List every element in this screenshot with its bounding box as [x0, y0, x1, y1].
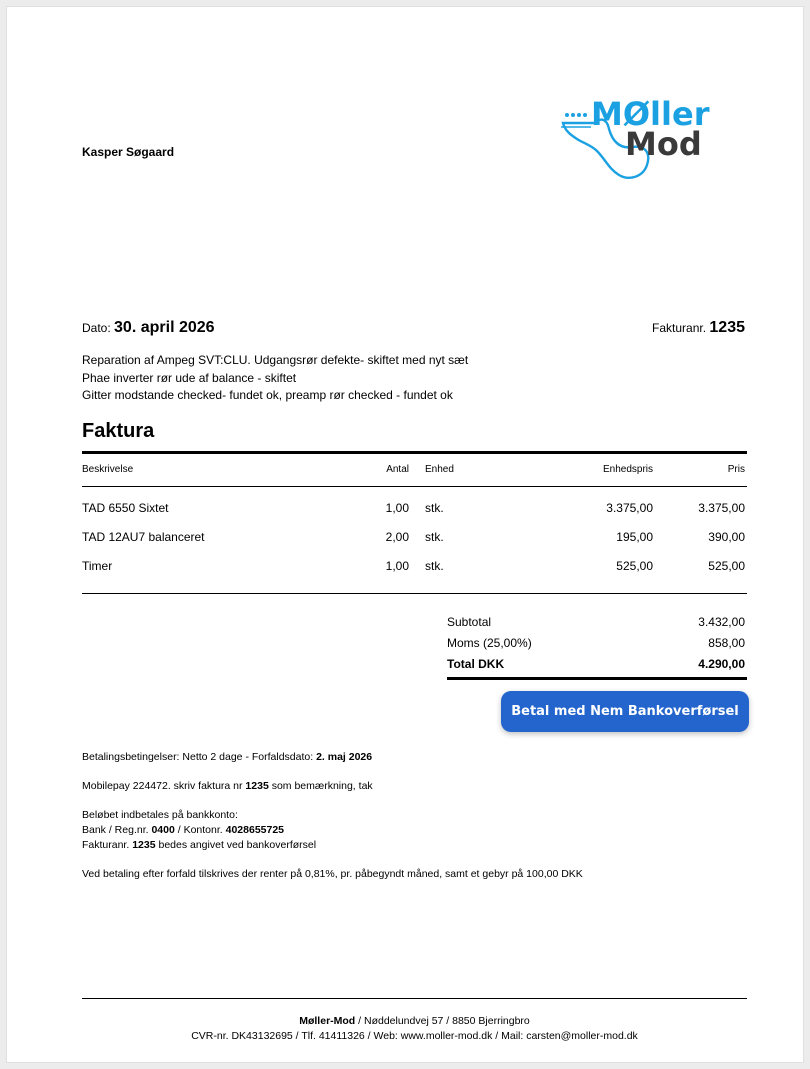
header-price: Pris — [727, 464, 745, 475]
ref-number: 1235 — [132, 839, 156, 851]
ref-suffix: bedes angivet ved bankoverførsel — [155, 839, 317, 851]
bank-reg: 0400 — [151, 824, 175, 836]
row-price: 390,00 — [708, 530, 745, 544]
row-description: TAD 12AU7 balanceret — [82, 530, 205, 544]
late-fee-note: Ved betaling efter forfald tilskrives der renter på 0,81%, pr. påbegyndt måned, samt et gebyr på 100,00 DKK — [82, 868, 583, 880]
invoice-date — [82, 319, 215, 337]
footer-contact: CVR-nr. DK43132695 / Tlf. 41411326 / Web: www.moller-mod.dk / Mail: carsten@moller-mod.dk — [191, 1030, 638, 1042]
invoice-page — [6, 6, 804, 1063]
total-label: Total DKK — [447, 657, 505, 671]
header-unit-price: Enhedspris — [602, 464, 653, 475]
description-line: Phae inverter rør ude af balance - skiftet — [82, 370, 297, 385]
payment-terms — [82, 750, 372, 765]
mobilepay-text: Mobilepay 224472. skriv faktura nr — [82, 780, 246, 792]
mobilepay-suffix: som bemærkning, tak — [268, 780, 373, 792]
subtotal-label: Subtotal — [447, 615, 492, 629]
subtotal-value: 3.432,00 — [698, 615, 745, 629]
bank-info — [82, 808, 316, 853]
footer-address-line — [82, 1014, 747, 1029]
total-value: 4.290,00 — [698, 657, 745, 671]
footer-company: Møller-Mod — [299, 1015, 356, 1027]
due-date: 2. maj 2026 — [316, 751, 373, 763]
description-line: Reparation af Ampeg SVT:CLU. Udgangsrør defekte- skiftet med nyt sæt — [82, 353, 469, 367]
table-bottom-divider — [82, 593, 747, 594]
footer-address: / Nøddelundvej 57 / 8850 Bjerringbro — [355, 1015, 530, 1027]
row-description: Timer — [82, 559, 113, 573]
payment-terms-text: Betalingsbetingelser: Netto 2 dage - Forfaldsdato: — [82, 751, 317, 763]
row-description: TAD 6550 Sixtet — [82, 501, 169, 515]
mobilepay-note — [82, 779, 373, 794]
mobilepay-invoice-number: 1235 — [245, 780, 269, 792]
row-unit: stk. — [425, 530, 444, 544]
company-logo — [555, 87, 735, 183]
bank-intro: Beløbet indbetales på bankkonto: — [82, 809, 238, 821]
title-divider — [82, 451, 747, 454]
row-price: 3.375,00 — [698, 501, 745, 515]
row-qty: 2,00 — [385, 530, 409, 544]
repair-description — [82, 352, 468, 405]
invoice-value: 1235 — [709, 319, 745, 336]
row-qty: 1,00 — [385, 559, 409, 573]
row-qty: 1,00 — [385, 501, 409, 515]
row-unit-price: 3.375,00 — [606, 501, 653, 515]
row-unit: stk. — [425, 559, 444, 573]
customer-name: Kasper Søgaard — [82, 145, 175, 159]
bank-account-line — [82, 823, 316, 838]
bank-reference-line — [82, 838, 316, 853]
guitar-logo-icon — [555, 87, 735, 183]
totals-divider — [447, 677, 747, 680]
invoice-number — [652, 319, 745, 337]
logo-line1: MØller — [591, 95, 710, 133]
vat-value: 858,00 — [708, 636, 745, 650]
row-price: 525,00 — [708, 559, 745, 573]
date-label: Dato: — [82, 321, 111, 335]
invoice-label: Fakturanr. — [652, 321, 707, 335]
bank-prefix: Bank / Reg.nr. — [82, 824, 152, 836]
header-description: Beskrivelse — [82, 464, 134, 475]
vat-label: Moms (25,00%) — [447, 636, 532, 650]
footer-divider — [82, 998, 747, 999]
pay-bank-transfer-button[interactable]: Betal med Nem Bankoverførsel — [501, 691, 749, 732]
footer — [82, 1014, 747, 1044]
header-divider — [82, 486, 747, 487]
document-title: Faktura — [82, 420, 155, 442]
bank-account: 4028655725 — [225, 824, 285, 836]
date-value: 30. april 2026 — [114, 319, 215, 336]
description-line: Gitter modstande checked- fundet ok, preamp rør checked - fundet ok — [82, 388, 453, 402]
row-unit-price: 195,00 — [616, 530, 653, 544]
bank-mid: / Kontonr. — [174, 824, 226, 836]
row-unit-price: 525,00 — [616, 559, 653, 573]
header-qty: Antal — [386, 464, 409, 475]
ref-prefix: Fakturanr. — [82, 839, 133, 851]
row-unit: stk. — [425, 501, 444, 515]
header-unit: Enhed — [425, 464, 454, 475]
logo-line2: Mod — [625, 125, 702, 163]
